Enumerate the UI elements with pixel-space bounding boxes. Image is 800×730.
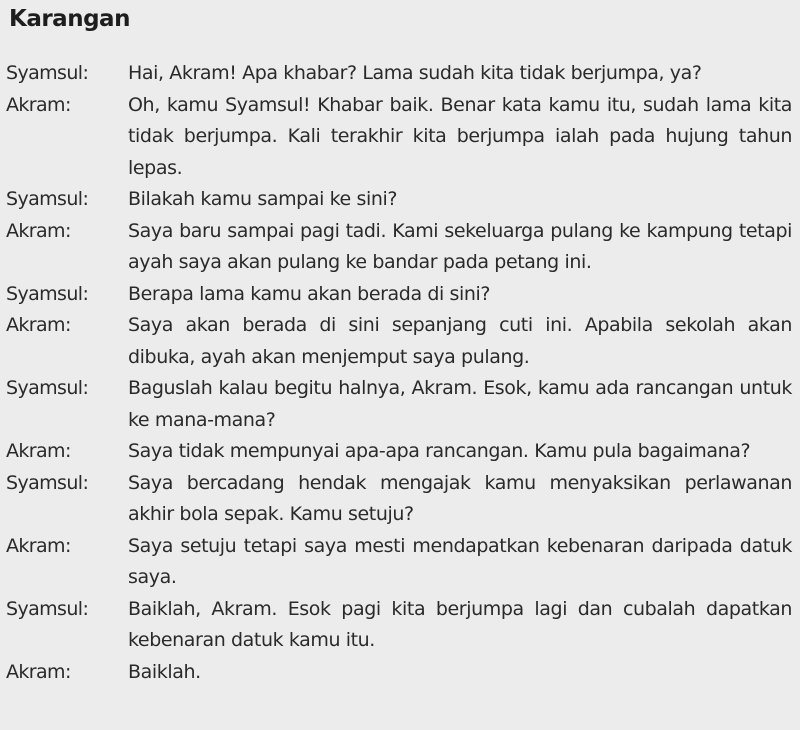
dialogue-line: [6, 90, 792, 185]
speaker-label: Syamsul:: [6, 62, 89, 84]
speech-text: Bilakah kamu sampai ke sini?: [128, 188, 398, 210]
dialogue-line: [6, 657, 792, 689]
speaker-label: Akram:: [6, 314, 71, 336]
speaker-label: Akram:: [6, 660, 71, 683]
speaker-label: Akram:: [6, 440, 71, 462]
speaker-label: Syamsul:: [6, 377, 89, 399]
dialogue-line: [6, 436, 792, 468]
speech-text: Saya baru sampai pagi tadi. Kami sekeluarga pulang ke kampung tetapi ayah saya akan pulang ke bandar pada petang ini.: [128, 219, 792, 273]
dialogue-line: [6, 279, 792, 311]
dialogue-line: [6, 58, 792, 90]
speaker-label: Akram:: [6, 534, 71, 557]
dialogue: [6, 58, 792, 688]
speech-text: Baiklah, Akram. Esok pagi kita berjumpa lagi dan cubalah dapatkan kebenaran datuk kamu itu.: [128, 597, 792, 651]
speech-text: Baguslah kalau begitu halnya, Akram. Esok, kamu ada rancangan untuk ke mana-mana?: [128, 377, 792, 431]
speech-text: Saya akan berada di sini sepanjang cuti ini. Apabila sekolah akan dibuka, ayah akan menjemput saya pulang.: [128, 314, 792, 368]
speaker-label: Akram:: [6, 93, 71, 116]
page-title: Karangan: [9, 6, 130, 32]
speech-text: Saya tidak mempunyai apa-apa rancangan. Kamu pula bagaimana?: [128, 440, 751, 462]
speech-text: Berapa lama kamu akan berada di sini?: [128, 282, 491, 305]
speech-text: Oh, kamu Syamsul! Khabar baik. Benar kata kamu itu, sudah lama kita tidak berjumpa. Kali terakhir kita berjumpa ialah pada hujung tahun lepas.: [128, 93, 792, 179]
speaker-label: Syamsul:: [6, 471, 89, 494]
dialogue-line: [6, 310, 792, 373]
dialogue-line: [6, 468, 792, 531]
dialogue-line: [6, 216, 792, 279]
dialogue-line: [6, 531, 792, 594]
speech-text: Hai, Akram! Apa khabar? Lama sudah kita tidak berjumpa, ya?: [128, 62, 702, 84]
dialogue-line: [6, 373, 792, 436]
speech-text: Saya setuju tetapi saya mesti mendapatkan kebenaran daripada datuk saya.: [128, 534, 792, 588]
speech-text: Saya bercadang hendak mengajak kamu menyaksikan perlawanan akhir bola sepak. Kamu setuju?: [128, 471, 792, 525]
dialogue-line: [6, 594, 792, 657]
speaker-label: Syamsul:: [6, 282, 89, 305]
speaker-label: Syamsul:: [6, 188, 89, 210]
speech-text: Baiklah.: [128, 660, 201, 683]
speaker-label: Syamsul:: [6, 597, 89, 620]
dialogue-line: [6, 184, 792, 216]
speaker-label: Akram:: [6, 219, 71, 242]
